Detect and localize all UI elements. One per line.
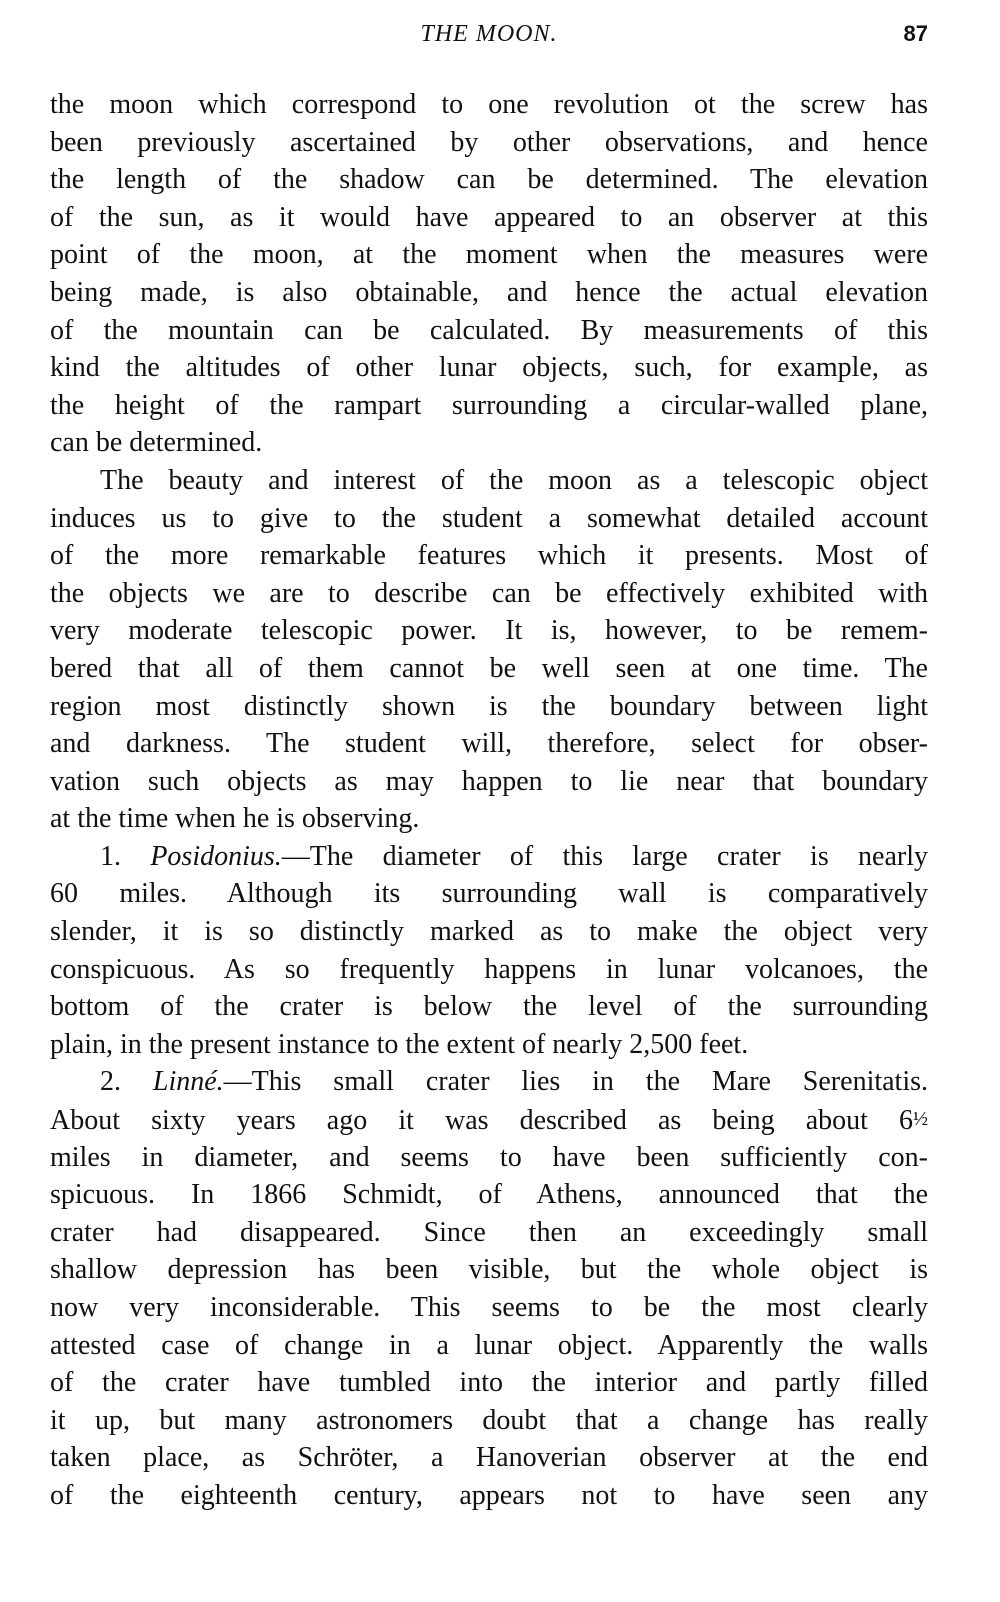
text-line: The beauty and interest of the moon as a telescopic object	[100, 464, 928, 496]
text-line: of the eighteenth century, appears not to have seen any	[50, 1479, 928, 1511]
text-line: plain, in the present instance to the extent of nearly 2,500 feet.	[50, 1028, 749, 1060]
paragraph-posidonius	[50, 838, 928, 1064]
text-line: bottom of the crater is below the level of the surrounding	[50, 991, 928, 1023]
crater-name: Posidonius.	[150, 840, 282, 872]
paragraph-linne	[50, 1063, 928, 1514]
item-number: 1.	[100, 840, 121, 872]
text-line: point of the moon, at the moment when the measures were	[50, 239, 928, 271]
text-line: and darkness. The student will, therefore, select for obser-	[50, 728, 928, 760]
text-line: of the sun, as it would have appeared to an observer at this	[50, 201, 928, 233]
body-text	[50, 86, 928, 1515]
text-line: miles in diameter, and seems to have been sufficiently con-	[50, 1141, 928, 1173]
text-line: slender, it is so distinctly marked as to make the object very	[50, 916, 928, 948]
text-line: spicuous. In 1866 Schmidt, of Athens, announced that the	[50, 1179, 928, 1211]
text-line	[50, 1063, 928, 1101]
book-page	[50, 14, 928, 1515]
text-line: the length of the shadow can be determined. The elevation	[50, 164, 928, 196]
running-head	[50, 14, 928, 54]
text-line: vation such objects as may happen to lie near that boundary	[50, 765, 928, 797]
paragraph-shadow-measurement	[50, 86, 928, 462]
text-line: the moon which correspond to one revolution ot the screw has	[50, 89, 928, 120]
text-line: taken place, as Schröter, a Hanoverian observer at the end	[50, 1442, 928, 1474]
text-line: of the more remarkable features which it presents. Most of	[50, 540, 928, 572]
text-line	[50, 1101, 928, 1139]
page-number: 87	[903, 21, 928, 46]
text-line: very moderate telescopic power. It is, however, to be remem-	[50, 615, 928, 647]
text-line: the objects we are to describe can be effectively exhibited with	[50, 577, 928, 609]
text-line: shallow depression has been visible, but the whole object is	[50, 1254, 928, 1286]
text-line: of the crater have tumbled into the interior and partly filled	[50, 1367, 928, 1399]
text-line: at the time when he is observing.	[50, 803, 420, 835]
text-line: can be determined.	[50, 427, 263, 459]
item-number: 2.	[100, 1066, 121, 1098]
text-line: bered that all of them cannot be well seen at one time. The	[50, 652, 928, 684]
text-line: it up, but many astronomers doubt that a change has really	[50, 1404, 928, 1436]
text-line: of the mountain can be calculated. By measurements of this	[50, 314, 928, 346]
fraction-half: ½	[913, 1108, 928, 1131]
text-line: crater had disappeared. Since then an exceedingly small	[50, 1216, 928, 1248]
text-line: been previously ascertained by other observations, and hence	[50, 126, 928, 158]
line-rest: —This small crater lies in the Mare Serenitatis.	[223, 1066, 929, 1098]
line-text: About sixty years ago it was described as being about 6	[50, 1105, 913, 1137]
running-title: THE MOON.	[420, 21, 558, 47]
text-line: now very inconsiderable. This seems to be the most clearly	[50, 1292, 928, 1323]
text-line: conspicuous. As so frequently happens in lunar volcanoes, the	[50, 953, 928, 985]
text-line: 60 miles. Although its surrounding wall is comparatively	[50, 878, 928, 910]
text-line: kind the altitudes of other lunar objects, such, for example, as	[50, 352, 928, 384]
line-rest: —The diameter of this large crater is nearly	[281, 840, 928, 872]
text-line: being made, is also obtainable, and hence the actual elevation	[50, 276, 928, 308]
text-line: attested case of change in a lunar object. Apparently the walls	[50, 1329, 928, 1361]
text-line: region most distinctly shown is the boundary between light	[50, 690, 928, 722]
text-line: the height of the rampart surrounding a circular-walled plane,	[50, 389, 928, 421]
crater-name: Linné.	[152, 1066, 224, 1098]
text-line: induces us to give to the student a somewhat detailed account	[50, 502, 928, 534]
paragraph-telescopic-object	[50, 462, 928, 838]
text-line	[50, 838, 928, 876]
